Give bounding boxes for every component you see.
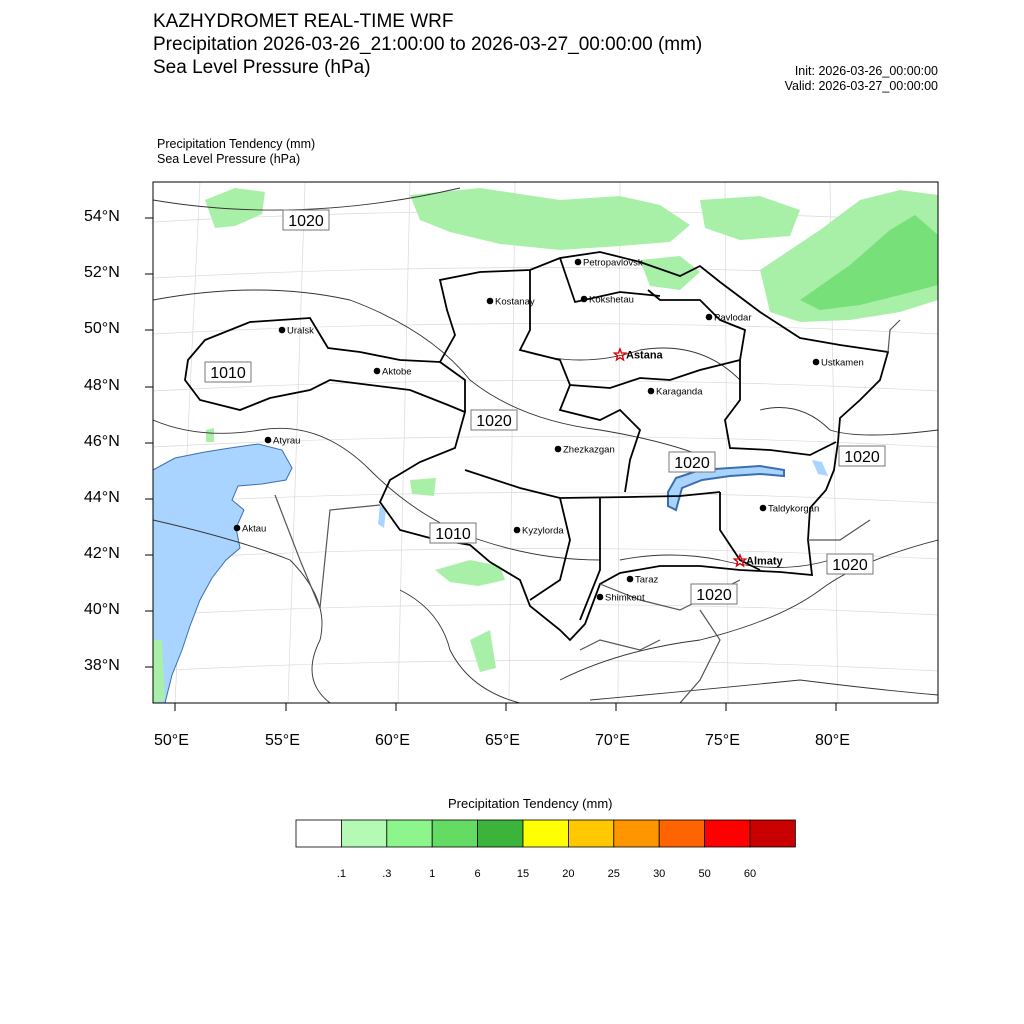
colorbar-swatch [387, 820, 432, 847]
colorbar-swatch [750, 820, 795, 847]
city-label: Zhezkazgan [563, 444, 615, 456]
lat-label-40: 40°N [84, 601, 120, 618]
city-label: Kyzylorda [522, 525, 564, 537]
title-line-1: KAZHYDROMET REAL-TIME WRF [153, 11, 454, 32]
valid-time: Valid: 2026-03-27_00:00:00 [784, 79, 938, 93]
colorbar-swatch [341, 820, 386, 847]
lat-label-38: 38°N [84, 657, 120, 674]
colorbar-swatch [523, 820, 568, 847]
colorbar-tick-label: .3 [382, 868, 392, 880]
lon-label-65: 65°E [485, 732, 520, 749]
city-label: Ustkamen [821, 357, 864, 369]
city-label: Uralsk [287, 325, 314, 337]
svg-text:1020: 1020 [832, 557, 868, 574]
colorbar-swatch [478, 820, 523, 847]
lat-label-44: 44°N [84, 489, 120, 506]
lon-label-60: 60°E [375, 732, 410, 749]
colorbar-tick-label: 25 [607, 868, 620, 880]
svg-text:1020: 1020 [476, 413, 512, 430]
lon-label-55: 55°E [265, 732, 300, 749]
lon-label-50: 50°E [154, 732, 189, 749]
city-label: Astana [626, 349, 663, 362]
svg-text:1010: 1010 [210, 365, 246, 382]
colorbar-title: Precipitation Tendency (mm) [448, 796, 613, 811]
lon-label-80: 80°E [815, 732, 850, 749]
title-line-3: Sea Level Pressure (hPa) [153, 57, 371, 78]
colorbar-swatch [659, 820, 704, 847]
colorbar-tick-label: 15 [516, 868, 530, 880]
city-label: Pavlodar [714, 312, 752, 324]
colorbar-tick-label: 50 [698, 868, 711, 880]
city-label: Kostanay [495, 296, 535, 308]
city-label: Almaty [746, 555, 783, 568]
lat-label-50: 50°N [84, 320, 120, 337]
city-label: Aktobe [382, 366, 412, 378]
colorbar-tick-label: 6 [474, 868, 481, 880]
lat-label-48: 48°N [84, 377, 120, 394]
colorbar-tick-label: 1 [429, 868, 436, 880]
lon-label-75: 75°E [705, 732, 740, 749]
city-label: Aktau [242, 523, 267, 535]
colorbar-swatch [432, 820, 477, 847]
lat-label-42: 42°N [84, 545, 120, 562]
svg-text:1020: 1020 [674, 455, 710, 472]
subtitle-slp: Sea Level Pressure (hPa) [157, 152, 301, 166]
city-label: Kokshetau [589, 294, 634, 306]
svg-text:1020: 1020 [844, 449, 880, 466]
init-time: Init: 2026-03-26_00:00:00 [794, 64, 938, 78]
city-label: Karaganda [656, 386, 703, 398]
city-label: Taraz [635, 574, 659, 586]
colorbar-tick-label: 60 [743, 868, 757, 880]
city-label: Shimkent [605, 592, 645, 604]
colorbar-swatch [296, 820, 341, 847]
svg-text:1020: 1020 [288, 213, 324, 230]
colorbar-tick-label: 20 [562, 868, 575, 880]
lon-label-70: 70°E [595, 732, 630, 749]
colorbar-swatch [614, 820, 659, 847]
svg-text:1010: 1010 [435, 526, 471, 543]
colorbar-swatch [568, 820, 613, 847]
lat-label-52: 52°N [84, 264, 120, 281]
city-label: Atyrau [273, 435, 301, 447]
svg-text:1020: 1020 [696, 587, 732, 604]
lat-label-46: 46°N [84, 433, 120, 450]
lat-label-54: 54°N [84, 208, 120, 225]
city-label: Petropavlovsk [583, 257, 643, 269]
city-label: Taldykorgan [768, 503, 820, 515]
title-line-2: Precipitation 2026-03-26_21:00:00 to 2026-03-27_00:00:00 (mm) [153, 34, 703, 55]
subtitle-precip: Precipitation Tendency (mm) [157, 137, 316, 151]
colorbar-tick-label: 30 [653, 868, 666, 880]
colorbar-tick-label: .1 [336, 868, 346, 880]
colorbar-swatch [705, 820, 750, 847]
